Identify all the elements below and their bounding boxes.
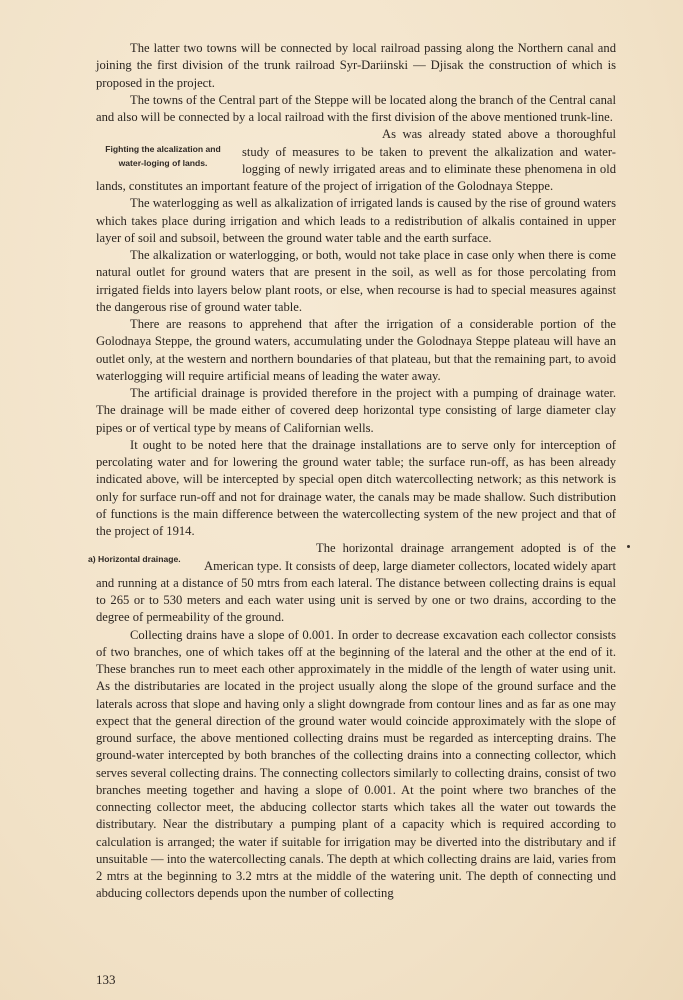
paragraph: The towns of the Central part of the Steppe will be located along the branch of the Central canal and also will be connected by a local railroad with the first division of the above mentioned trunk-line. — [96, 92, 616, 124]
section-horizontal-drainage — [88, 540, 616, 626]
paragraph: There are reasons to apprehend that after the irrigation of a considerable portion of the Golodnaya Steppe, the ground waters, accumulating under the Golodnaya Steppe plateau will have an outlet only, at the western and northern boundaries of that plateau, but that the remaining part, to avoid waterlogging will require artificial means of leading the water away. — [96, 317, 616, 383]
paragraph: The artificial drainage is provided therefore in the project with a pumping of drainage water. The drainage will be made either of covered deep horizontal type consisting of large diameter clay pipes or of vertical type by means of Californian wells. — [96, 386, 616, 435]
margin-mark — [627, 545, 630, 548]
paragraph: Collecting drains have a slope of 0.001. In order to decrease excavation each collector consists of two branches, one of which takes off at the beginning of the lateral and the other at the end of it. These branches run to meet each other approximately in the middle of the length of water using unit. As the distributaries are located in the project usually along the slope of the ground surface and the laterals across that slope and having only a slight downgrade from contour lines and as far as one may expect that the general direction of the ground water would coincide approximately with the slope of ground surface, the above mentioned collecting drains must be regarded as intercepting drains. The ground-water intercepted by both branches of the collecting drains into a connecting collector, which serves several collecting drains. The connecting collectors similarly to collecting drains, consist of two branches meeting together and having a slope of 0.001. At the point where two branches of the connecting collector meet, the abducing collector starts which takes all the water out towards the distributary. Near the distributary a pumping plant of a capacity which is required according to calculation is arranged; the water if suitable for irrigation may be diverted into the distributary and if unsuitable — into the watercollecting canals. The depth at which collecting drains are laid, varies from 2 mtrs at the beginning to 3.2 mtrs at the middle of the watering unit. The depth of connecting und abducing collectors depends upon the number of collecting — [96, 627, 616, 901]
margin-heading-alkalization — [88, 142, 238, 170]
margin-heading-line: water-loging of lands. — [118, 158, 208, 169]
paragraph: The alkalization or waterlogging, or both, would not take place in case only when there is come natural outlet for ground waters that are present in the soil, as well as for those percolating from irrigated fields into layers below plant roots, or else, when recourse is had to special measures against the dangerous rise of ground water table. — [96, 248, 616, 314]
margin-heading-horizontal-drainage — [88, 552, 200, 566]
paragraph: The horizontal drainage arrangement adopted is of the American type. It consists of deep, large diameter collectors, located widely apart and running at a distance of 50 mtrs from each lateral. The distance between collecting drains is equal to 265 or to 530 meters and each water using unit is served by one or two drains, according to the degree of permeability of the ground. — [96, 541, 616, 625]
page-number: 133 — [96, 972, 116, 987]
paragraph: The waterlogging as well as alkalization of irrigated lands is caused by the rise of ground waters which takes place during irrigation and which leads to a redistribution of alkalis contained in upper layer of soil and subsoil, between the ground water table and the earth surface. — [96, 196, 616, 245]
paragraph: The latter two towns will be connected by local railroad passing along the Northern canal and joining the first division of the trunk railroad Syr-Dariinski — Djisak the construction of which is proposed in the project. — [96, 41, 616, 90]
paragraph: It ought to be noted here that the drainage installations are to serve only for interception of percolating water and for lowering the ground water table; the surface run-off, as has been already indicated above, will be intercepted by special open ditch watercollecting network; as this network is only for surface run-off and not for drainage water, the canals may be made shallow. Such distribution of functions is the main difference between the watercollecting system of the new project and that of the project of 1914. — [96, 437, 616, 538]
margin-heading-line: Fighting the alcalization and — [105, 144, 221, 155]
margin-heading-line: a) Horizontal drainage. — [88, 554, 181, 565]
section-alkalization — [96, 126, 616, 195]
paragraph: As was already stated above a thoroughful study of measures to be taken to prevent the alkalization and water-logging of newly irrigated areas and to eliminate these phenomena in old lands, constitutes an important feature of the project of irrigation of the Golodnaya Steppe. — [96, 127, 616, 193]
body-text — [88, 40, 616, 903]
